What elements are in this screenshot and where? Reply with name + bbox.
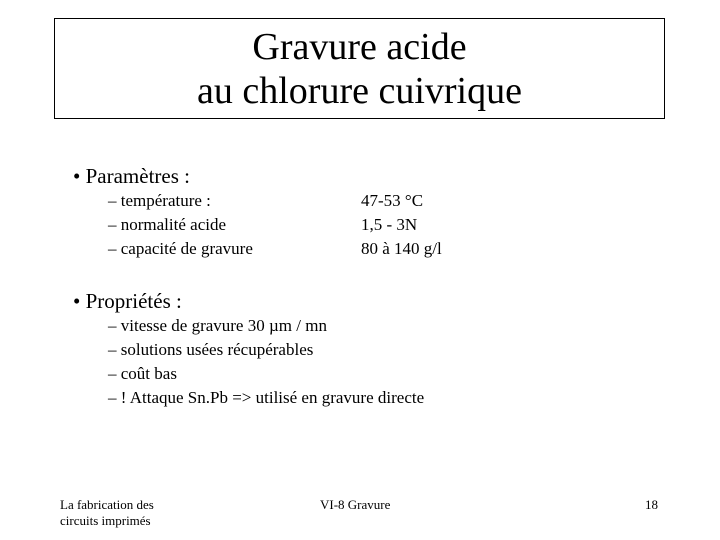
footer-left-line-2: circuits imprimés [60,513,151,528]
param-label-capacite: – capacité de gravure [108,239,253,258]
prop-item-attaque: – ! Attaque Sn.Pb => utilisé en gravure directe [108,388,425,407]
param-value-normalite: 1,5 - 3N [361,215,418,234]
prop-item-cout: – coût bas [108,364,177,383]
prop-item-solutions: – solutions usées récupérables [108,340,314,359]
props-heading: • Propriétés : [73,289,182,313]
title-box [54,18,665,119]
param-label-temperature: – température : [108,191,211,210]
footer-left-line-1: La fabrication des [60,497,154,512]
params-heading: • Paramètres : [73,164,190,188]
footer-center: VI-8 Gravure [320,497,391,512]
prop-item-vitesse: – vitesse de gravure 30 µm / mn [108,316,327,335]
page-number: 18 [645,497,658,512]
title-line-1: Gravure acide [252,25,467,68]
param-value-capacite: 80 à 140 g/l [361,239,442,258]
param-value-temperature: 47-53 °C [361,191,424,210]
param-label-normalite: – normalité acide [108,215,227,234]
title-line-2: au chlorure cuivrique [197,69,522,112]
